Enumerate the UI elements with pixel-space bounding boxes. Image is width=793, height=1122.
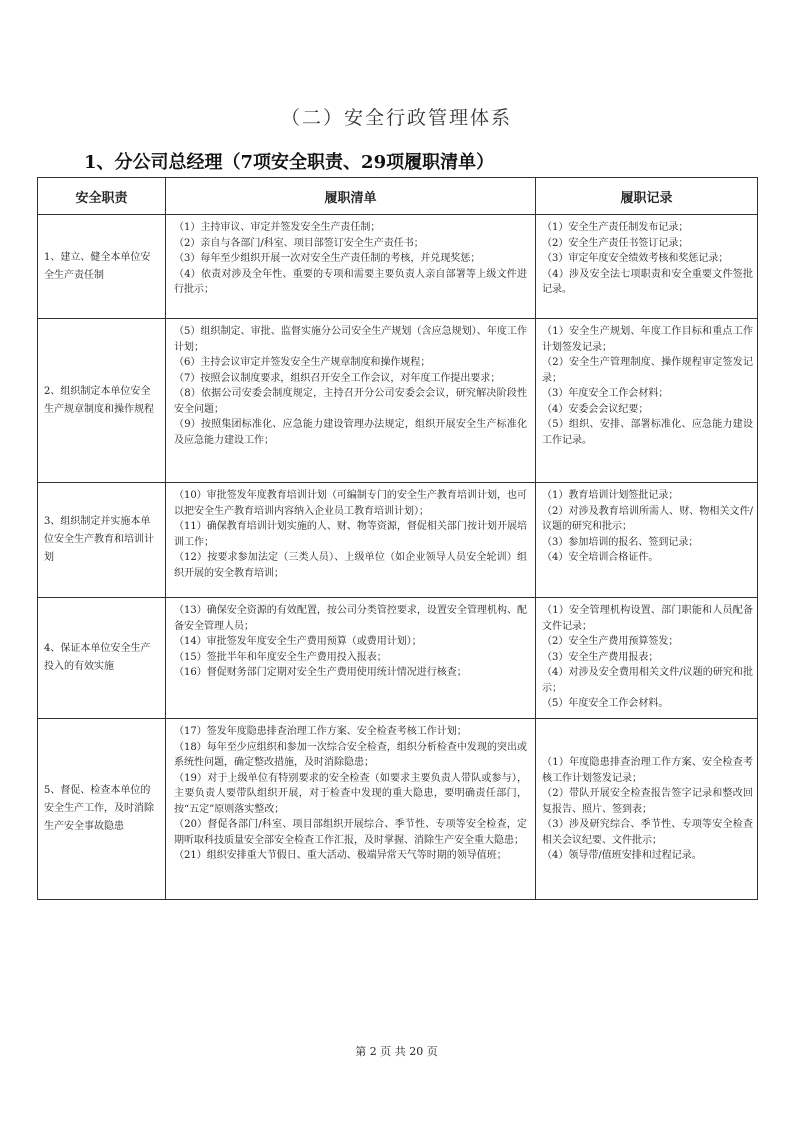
list-cell — [166, 215, 536, 319]
list-item: （15）签批半年和年度安全生产费用投入报表； — [174, 651, 387, 663]
duty-cell: 2、组织制定本单位安全生产规章制度和操作规程 — [38, 319, 166, 483]
list-item: （10）审批签发年度教育培训计划（可编制专门的安全生产教育培训计划，也可以把安全生产教育培训内容纳入企业员工教育培训计划）； — [174, 490, 527, 517]
record-item: （3）安全生产费用报表； — [542, 651, 659, 663]
list-item: （4）依责对涉及全年性、重要的专项和需要主要负责人亲自部署等上级文件进行批示； — [174, 268, 527, 295]
list-cell — [166, 598, 536, 719]
list-item: （5）组织制定、审批、监督实施分公司安全生产规划（含应急规划）、年度工作计划； — [174, 326, 527, 353]
record-item: （4）涉及安全法七项职责和安全重要文件签批记录。 — [542, 268, 753, 295]
record-item: （1）安全管理机构设置、部门职能和人员配备文件记录； — [542, 605, 753, 632]
record-item: （1）年度隐患排查治理工作方案、安全检查考核工作计划签发记录； — [542, 757, 753, 784]
record-cell — [536, 719, 758, 900]
record-item: （3）参加培训的报名、签到记录； — [542, 536, 699, 548]
record-item: （1）安全生产规划、年度工作目标和重点工作计划签发记录； — [542, 326, 753, 353]
record-item: （5）年度安全工作会材料。 — [542, 698, 669, 709]
record-item: （3）年度安全工作会材料； — [542, 388, 669, 399]
page-footer: 第 2 页 共 20 页 — [355, 1045, 438, 1058]
list-cell — [166, 719, 536, 900]
list-item: （1）主持审议、审定并签发安全生产责任制； — [174, 222, 381, 233]
table-row — [38, 483, 758, 598]
list-item: （7）按照会议制度要求，组织召开安全工作会议，对年度工作提出要求； — [174, 372, 501, 384]
record-item: （2）安全生产费用预算签发； — [542, 636, 679, 647]
table-row — [38, 215, 758, 319]
record-item: （4）领导带/值班安排和过程记录。 — [542, 850, 702, 862]
record-item: （1）教育培训计划签批记录； — [542, 490, 679, 501]
header-duty: 安全职责 — [38, 178, 166, 215]
record-item: （4）安全培训合格证件。 — [542, 552, 659, 563]
duty-cell: 1、建立、健全本单位安全生产责任制 — [38, 215, 166, 319]
list-item: （16）督促财务部门定期对安全生产费用使用统计情况进行核查； — [174, 667, 467, 678]
table-row — [38, 719, 758, 900]
list-item: （17）签发年度隐患排查治理工作方案、安全检查考核工作计划； — [174, 726, 467, 737]
list-item: （21）组织安排重大节假日、重大活动、极端异常天气等时期的领导值班； — [174, 850, 507, 861]
list-item: （8）依据公司安委会制度规定，主持召开分公司安委会会议，研究解决阶段性安全问题； — [174, 388, 527, 415]
record-item: （4）安委会会议纪要； — [542, 403, 649, 415]
list-item: （6）主持会议审定并签发安全生产规章制度和操作规程； — [174, 357, 431, 368]
list-item: （18）每年至少应组织和参加一次综合安全检查，组织分析检查中发现的突出或系统性问题，确定整改措施，及时消除隐患； — [174, 741, 527, 768]
list-item: （12）按要求参加法定（三类人员）、上级单位（如企业领导人员安全轮训）组织开展的安全教育培训； — [174, 552, 527, 579]
record-cell — [536, 215, 758, 319]
list-cell — [166, 319, 536, 483]
header-list: 履职清单 — [166, 178, 536, 215]
table-row — [38, 598, 758, 719]
record-item: （3）审定年度安全绩效考核和奖惩记录； — [542, 253, 729, 264]
list-item: （2）亲自与各部门/科室、项目部签订安全生产责任书； — [174, 237, 424, 249]
list-cell — [166, 483, 536, 598]
duty-cell: 4、保证本单位安全生产投入的有效实施 — [38, 598, 166, 719]
list-item: （9）按照集团标准化、应急能力建设管理办法规定，组织开展安全生产标准化及应急能力建设工作； — [174, 419, 527, 446]
list-item: （11）确保教育培训计划实施的人、财、物等资源，督促相关部门按计划开展培训工作； — [174, 521, 527, 548]
record-item: （4）对涉及安全费用相关文件/议题的研究和批示； — [542, 667, 753, 694]
table-row — [38, 319, 758, 483]
record-item: （2）带队开展安全检查报告签字记录和整改回复报告、照片、签到表； — [542, 788, 753, 815]
record-cell — [536, 483, 758, 598]
section-title: （二）安全行政管理体系 — [280, 107, 512, 129]
record-item: （2）对涉及教育培训所需人、财、物相关文件/议题的研究和批示； — [542, 505, 753, 532]
duty-cell: 3、组织制定并实施本单位安全生产教育和培训计划 — [38, 483, 166, 598]
header-record: 履职记录 — [536, 178, 758, 215]
list-item: （3）每年至少组织开展一次对安全生产责任制的考核，并兑现奖惩； — [174, 253, 481, 264]
duty-cell: 5、督促、检查本单位的安全生产工作，及时消除生产安全事故隐患 — [38, 719, 166, 900]
sub-title: 1、分公司总经理（7项安全职责、29项履职清单） — [84, 152, 495, 173]
record-cell — [536, 319, 758, 483]
record-cell — [536, 598, 758, 719]
list-item: （20）督促各部门/科室、项目部组织开展综合、季节性、专项等安全检查，定期听取科技质量安全部安全检查工作汇报，及时掌握、消除生产安全重大隐患； — [174, 819, 527, 846]
record-item: （2）安全生产责任书签订记录； — [542, 237, 689, 249]
record-item: （5）组织、安排、部署标准化、应急能力建设工作记录。 — [542, 419, 753, 446]
table-header-row — [38, 178, 758, 215]
list-item: （14）审批签发年度安全生产费用预算（或费用计划）； — [174, 636, 422, 647]
list-item: （19）对于上级单位有特别要求的安全检查（如要求主要负责人带队或参与），主要负责人要带队组织开展，对于检查中发现的重大隐患，要明确责任部门，按“五定”原则落实整改； — [174, 772, 527, 815]
record-item: （3）涉及研究综合、季节性、专项等安全检查相关会议纪要、文件批示； — [542, 819, 753, 846]
record-item: （2）安全生产管理制度、操作规程审定签发记录； — [542, 357, 753, 384]
list-item: （13）确保安全资源的有效配置，按公司分类管控要求，设置安全管理机构、配备安全管理人员； — [174, 605, 527, 632]
duties-table — [37, 177, 758, 900]
record-item: （1）安全生产责任制发布记录； — [542, 222, 689, 233]
